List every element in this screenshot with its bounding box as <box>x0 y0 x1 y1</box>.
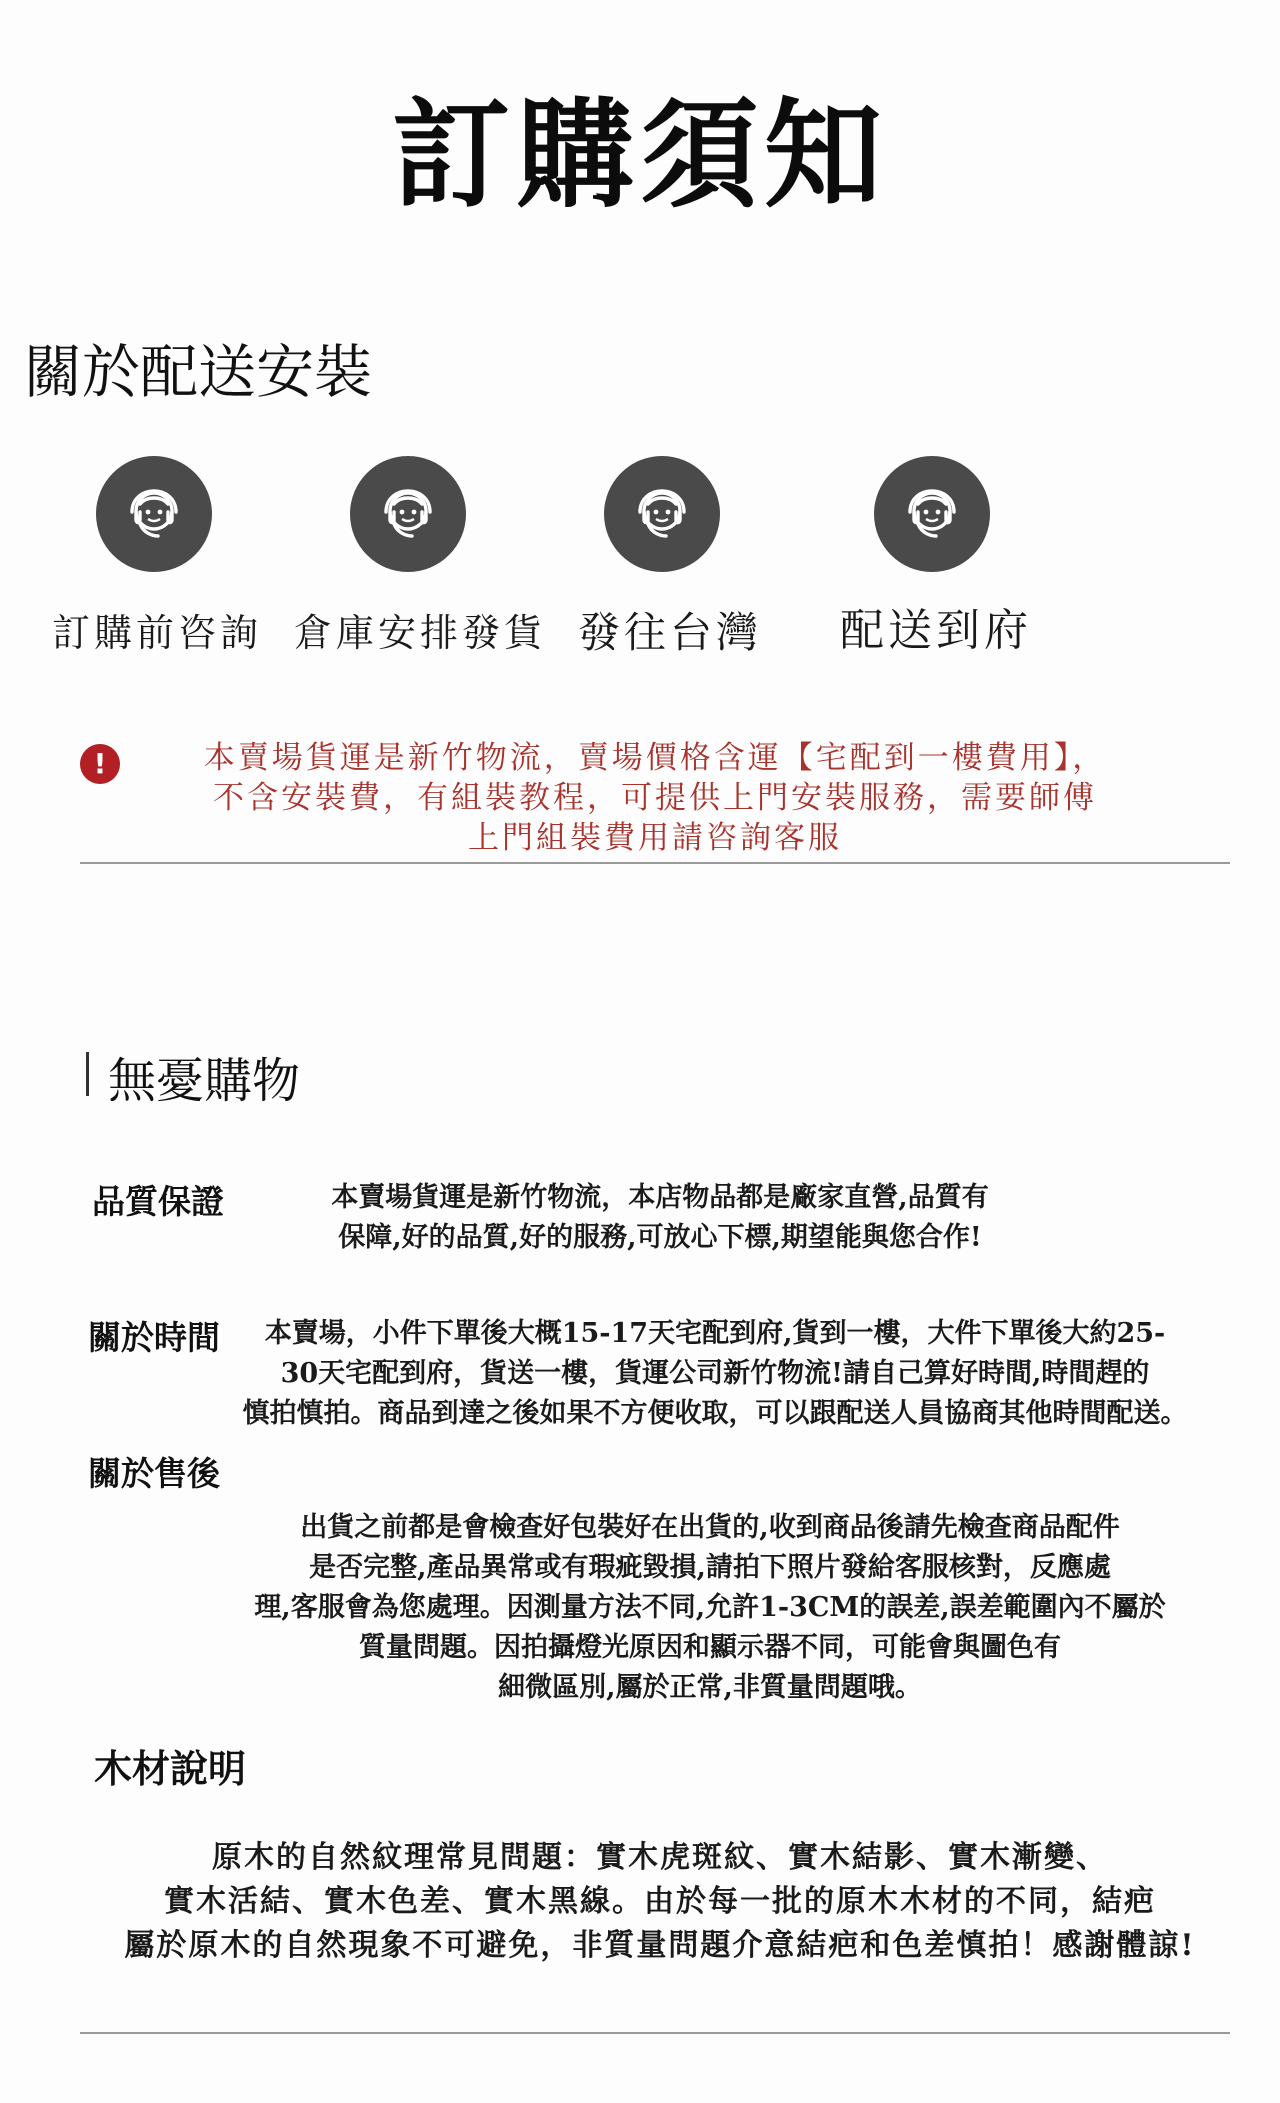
wood-text <box>60 1836 1260 1968</box>
after-sales-text <box>170 1508 1250 1708</box>
notice-line: 本賣場貨運是新竹物流，賣場價格含運【宅配到一樓費用】， <box>203 740 1107 776</box>
alert-icon: ! <box>80 744 120 784</box>
delivery-heading: 關於配送安裝 <box>24 338 373 406</box>
time-line: 30天宅配到府，貨送一樓，貨運公司新竹物流!請自己算好時間,時間趕的 <box>280 1358 1150 1389</box>
wood-line: 屬於原木的自然現象不可避免，非質量問題介意結疤和色差慎拍！感謝體諒! <box>124 1928 1196 1963</box>
after-sales-line: 理,客服會為您處理。因測量方法不同,允許1-3CM的誤差,誤差範圍內不屬於 <box>254 1592 1166 1623</box>
divider <box>80 862 1230 864</box>
quality-line: 保障,好的品質,好的服務,可放心下標,期望能與您合作! <box>338 1222 982 1253</box>
delivery-notice <box>160 738 1150 858</box>
customer-service-icon <box>874 456 990 572</box>
divider <box>80 2032 1230 2034</box>
step-label-home-delivery: 配送到府 <box>840 605 1032 656</box>
step-label-consult: 訂購前咨詢 <box>52 611 263 655</box>
customer-service-icon <box>350 456 466 572</box>
after-sales-line: 出貨之前都是會檢查好包裝好在出貨的,收到商品後請先檢查商品配件 <box>300 1512 1120 1543</box>
customer-service-icon <box>96 456 212 572</box>
heading-bar <box>86 1052 89 1096</box>
shopping-heading-text: 無憂購物 <box>108 1053 301 1109</box>
after-sales-line: 是否完整,產品異常或有瑕疵毀損,請拍下照片發給客服核對，反應處 <box>309 1552 1111 1583</box>
wood-line: 實木活結、實木色差、實木黑線。由於每一批的原木木材的不同，結疤 <box>164 1884 1156 1919</box>
notice-line: 不含安裝費，有組裝教程，可提供上門安裝服務，需要師傅 <box>213 780 1097 816</box>
quality-label: 品質保證 <box>92 1182 224 1221</box>
after-sales-line: 質量問題。因拍攝燈光原因和顯示器不同，可能會與圖色有 <box>359 1632 1061 1663</box>
customer-service-icon <box>604 456 720 572</box>
time-label: 關於時間 <box>88 1318 220 1357</box>
after-sales-line: 細微區別,屬於正常,非質量問題哦。 <box>498 1672 922 1703</box>
step-label-warehouse: 倉庫安排發貨 <box>294 611 547 655</box>
page-title: 訂購須知 <box>391 86 888 224</box>
shopping-heading <box>86 1042 300 1111</box>
step-label-ship-taiwan: 發往台灣 <box>578 608 763 657</box>
wood-line: 原木的自然紋理常見問題：實木虎斑紋、實木結影、實木漸變、 <box>212 1840 1108 1875</box>
time-text <box>190 1314 1240 1434</box>
time-line: 慎拍慎拍。商品到達之後如果不方便收取，可以跟配送人員協商其他時間配送。 <box>242 1398 1188 1429</box>
quality-line: 本賣場貨運是新竹物流，本店物品都是廠家直營,品質有 <box>331 1182 989 1213</box>
wood-label: 木材說明 <box>94 1747 247 1791</box>
quality-text <box>240 1178 1080 1258</box>
time-line: 本賣場，小件下單後大概15-17天宅配到府,貨到一樓，大件下單後大約25- <box>264 1318 1166 1349</box>
notice-line: 上門組裝費用請咨詢客服 <box>468 820 842 856</box>
after-sales-label: 關於售後 <box>88 1454 220 1493</box>
